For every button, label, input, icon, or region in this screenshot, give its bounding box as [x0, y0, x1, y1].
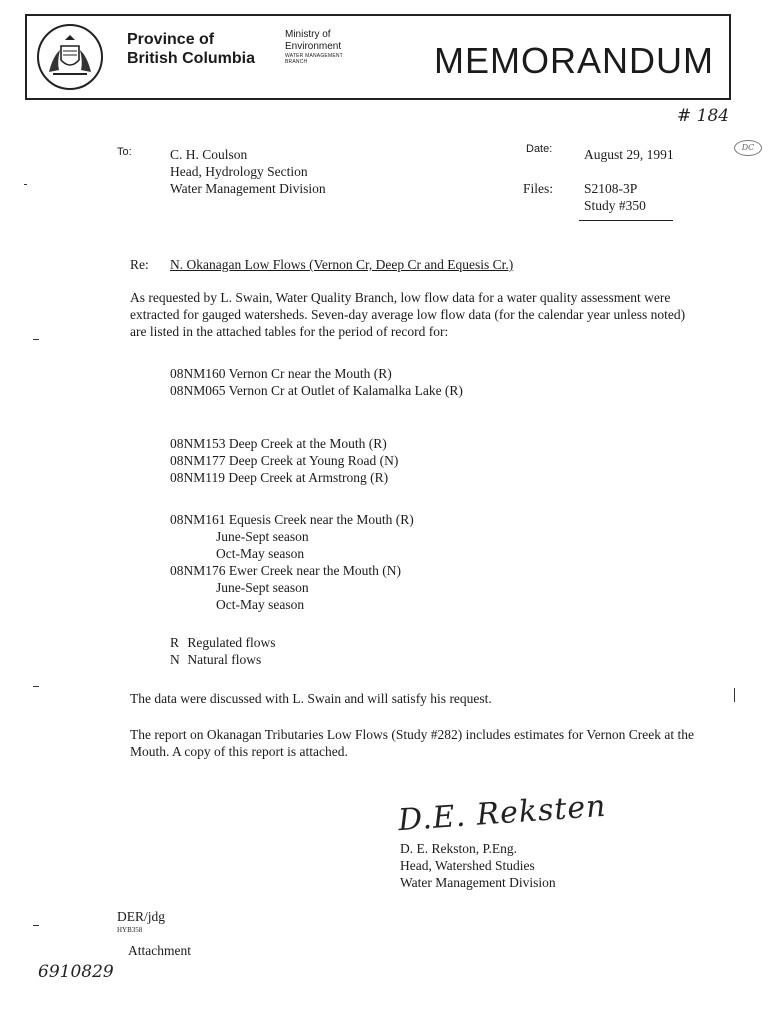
signatory-name: D. E. Rekston, P.Eng. [400, 841, 518, 856]
station-list-equesis-ewer [170, 511, 414, 613]
signatory-block [400, 840, 556, 891]
handwritten-reference: # 184 [677, 106, 730, 126]
to-label: To: [117, 146, 132, 158]
memorandum-title: MEMORANDUM [434, 40, 714, 81]
station-item: 08NM160 Vernon Cr near the Mouth (R) [170, 366, 392, 381]
file-number: S2108-3P [584, 181, 638, 196]
legend-item: N Natural flows [170, 652, 262, 667]
station-list-deep [170, 435, 398, 486]
season-item: Oct-May season [216, 597, 305, 612]
flow-legend [170, 634, 275, 668]
letterhead [25, 14, 731, 100]
typist-initials: DER/jdg [117, 909, 166, 924]
discussion-paragraph: The data were discussed with L. Swain and will satisfy his request. [130, 691, 492, 706]
province-name: Province of British Columbia [127, 31, 256, 67]
handwritten-file-number: 6910829 [38, 962, 114, 982]
attachment-note: Attachment [128, 943, 191, 958]
margin-mark [33, 686, 39, 687]
station-item: 08NM119 Deep Creek at Armstrong (R) [170, 470, 389, 485]
recipient-division: Water Management Division [170, 181, 326, 196]
station-list-vernon [170, 365, 463, 399]
station-item: 08NM161 Equesis Creek near the Mouth (R) [170, 512, 414, 527]
station-item: 08NM176 Ewer Creek near the Mouth (N) [170, 563, 401, 578]
recipient-name: C. H. Coulson [170, 147, 248, 162]
bc-coat-of-arms-icon [37, 24, 103, 90]
signatory-division: Water Management Division [400, 875, 556, 890]
files-underline [579, 220, 673, 221]
ministry-name: Ministry of Environment WATER MANAGEMENT BRANCH [285, 29, 343, 65]
margin-mark [33, 339, 39, 340]
station-item: 08NM065 Vernon Cr at Outlet of Kalamalka Lake (R) [170, 383, 463, 398]
date-label: Date: [526, 143, 553, 155]
signature: D.E. Reksten [397, 788, 608, 839]
margin-mark [33, 925, 39, 926]
legend-item: R Regulated flows [170, 635, 276, 650]
margin-mark [734, 688, 735, 702]
re-label: Re: [130, 257, 149, 272]
report-paragraph: The report on Okanagan Tributaries Low Flows (Study #282) includes estimates for Vernon Creek at the Mouth. A copy of this report is attached. [130, 727, 695, 759]
margin-mark [24, 184, 27, 185]
season-item: June-Sept season [216, 529, 309, 544]
files-label: Files: [523, 181, 554, 196]
recipient-block [170, 146, 326, 197]
station-item: 08NM153 Deep Creek at the Mouth (R) [170, 436, 387, 451]
recipient-title: Head, Hydrology Section [170, 164, 308, 179]
study-number: Study #350 [584, 198, 646, 213]
date-value: August 29, 1991 [584, 147, 674, 162]
initials-stamp: DC [734, 140, 762, 156]
signatory-title: Head, Watershed Studies [400, 858, 535, 873]
season-item: June-Sept season [216, 580, 309, 595]
files-block [584, 180, 646, 214]
document-code: HYB358 [117, 926, 143, 934]
station-item: 08NM177 Deep Creek at Young Road (N) [170, 453, 399, 468]
subject-line: N. Okanagan Low Flows (Vernon Cr, Deep Cr and Equesis Cr.) [170, 257, 514, 272]
intro-paragraph: As requested by L. Swain, Water Quality Branch, low flow data for a water quality assessment were extracted for gauged watersheds. Seven-day average low flow data (for the calendar year unless noted) are listed in the attached tables for the period of record for: [130, 290, 686, 339]
season-item: Oct-May season [216, 546, 305, 561]
